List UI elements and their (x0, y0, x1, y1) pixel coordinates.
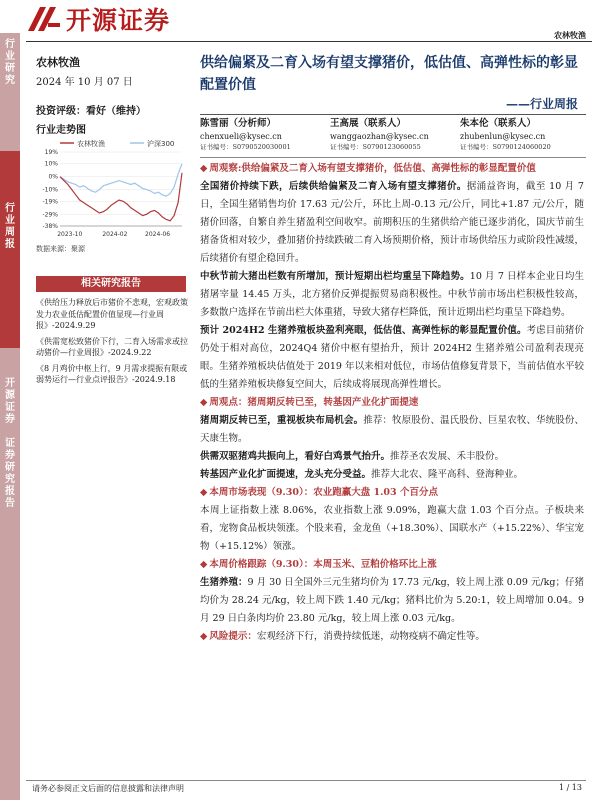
report-body (200, 160, 584, 646)
analyst-cert: 证书编号：S0790520030001 (200, 143, 291, 151)
logo-mark-icon (26, 5, 62, 33)
section-heading (200, 556, 584, 574)
x-tick-label: 2024-06 (145, 231, 171, 238)
analyst-email[interactable]: wanggaozhan@kysec.cn (330, 132, 429, 141)
diamond-bullet-icon: ◆ (200, 631, 208, 642)
paragraph (200, 574, 584, 628)
y-tick-label: -38% (42, 223, 58, 230)
strip-char: 开 (5, 378, 15, 389)
strip-char: 研 (5, 462, 15, 473)
paragraph-lead: 中秋节前大猪出栏数有所增加，预计短期出栏均重呈下降趋势。 (200, 271, 470, 282)
paragraph-lead: 全国猪价持续下跌，后续供给偏紧及二育入场有望支撑猪价。 (200, 181, 467, 192)
paragraph-lead: 生猪养殖： (200, 577, 248, 588)
report-date: 2024 年 10 月 07 日 (36, 77, 133, 88)
paragraph (200, 466, 584, 484)
section-heading (200, 160, 584, 178)
section-heading (200, 484, 584, 502)
strip-char: 行 (5, 203, 15, 214)
diamond-bullet-icon: ◆ (200, 163, 208, 174)
strip-char: 业 (5, 51, 15, 62)
risk-text: 宏观经济下行，消费持续低迷，动物疫病不确定性等。 (256, 631, 485, 642)
section-heading-text: 周观察:供给偏紧及二育入场有望支撑猪价，低估值、高弹性标的彰显配置价值 (209, 163, 536, 174)
strip-char: 证 (5, 438, 15, 449)
trend-chart-svg (36, 138, 186, 242)
analyst-card (330, 118, 460, 153)
analyst-cert: 证书编号：S0790123060055 (330, 143, 421, 151)
y-tick-label: -10% (42, 186, 58, 194)
trend-chart-title: 行业走势图 (36, 125, 86, 136)
analyst-name: 朱本伦（联系人） (460, 118, 537, 129)
logo-text: 开源证券 (66, 6, 171, 35)
paragraph (200, 412, 584, 448)
related-reports-list (36, 297, 188, 390)
strip-char: 究 (5, 474, 15, 485)
paragraph-lead: 转基因产业化扩面提速，龙头充分受益。 (200, 469, 372, 480)
analyst-list (200, 118, 590, 153)
paragraph-text: 推荐圣农发展、禾丰股份。 (390, 451, 505, 462)
analyst-email[interactable]: chenxueli@kysec.cn (200, 132, 282, 141)
strip-char: 券 (5, 414, 15, 425)
diamond-bullet-icon: ◆ (200, 559, 208, 570)
paragraph-lead: 预计 2024H2 生猪养殖板块盈利亮眼，低估值、高弹性标的彰显配置价值。 (200, 325, 527, 336)
strip-char: 报 (5, 486, 15, 497)
section-heading (200, 394, 584, 412)
analyst-card (460, 118, 590, 153)
strip-char: 业 (5, 215, 15, 226)
related-report-item[interactable]: 《8 月鸡价中枢上行，9 月需求提振有限或弱势运行—行业点评报告》-2024.9.18 (36, 363, 188, 384)
paragraph-text: 据涌益咨询，截至 10 月 7 日，全国生猪销售均价 17.63 元/公斤，环比上周-0.13 元/公斤，同比+1.87 元/公斤，随猪价回落，自繁自养生猪盈利空间收窄。前期积压的生猪供给产能已逐步消化，国庆节前生猪备货相对较少，叠加猪价持续跌破二育入场预期价格，预计市场供给压力或阶段性减缓，后续猪价有望企稳回升。 (200, 181, 584, 264)
y-tick-label: -19% (42, 198, 58, 206)
investment-rating: 投资评级：看好（维持） (36, 106, 146, 117)
strip-char: 告 (5, 498, 15, 509)
analyst-divider (200, 157, 586, 158)
title-divider (200, 114, 586, 115)
footer-disclaimer[interactable]: 请务必参阅正文后面的信息披露和法律声明 (32, 784, 184, 793)
strip-char (0, 426, 20, 438)
paragraph-text: 10 月 7 日样本企业日均生猪屠宰量 14.45 万头，北方猪价反弹提振贸易商积极性。中秋节前市场出栏积极性较高，多数散户选择在节前出栏大体重猪，导致大猪存栏降低，预计近期出栏均重呈下降趋势。 (200, 271, 584, 318)
section-heading-text: 周观点：猪周期反转已至，转基因产业化扩面提速 (209, 397, 419, 408)
y-tick-label: 10% (44, 160, 58, 168)
industry-trend-chart (36, 138, 186, 242)
strip-char: 源 (5, 390, 15, 401)
related-report-item[interactable]: 《供给压力释放后市猪价不悲观，宏观政策发力农业低估配置价值显现—行业周报》-2024.9.29 (36, 298, 188, 330)
section-heading-text: 本周市场表现（9.30）：农业跑赢大盘 1.03 个百分点 (209, 487, 438, 498)
paragraph-text: 推荐：牧原股份、温氏股份、巨星农牧、华统股份、天康生物。 (200, 415, 584, 444)
strip-char: 研 (5, 63, 15, 74)
analyst-card (200, 118, 330, 153)
risk-heading: 风险提示： (209, 631, 257, 642)
y-tick-label: 19% (44, 149, 58, 156)
related-reports-header: 相关研究报告 (36, 276, 186, 292)
page-number: 1 / 13 (558, 783, 582, 792)
related-report-item[interactable]: 《供需宽松致猪价下行，二育入场需求或拉动猪价—行业周报》-2024.9.22 (36, 336, 188, 357)
legend-label: 农林牧渔 (77, 140, 105, 148)
diamond-bullet-icon: ◆ (200, 487, 208, 498)
report-subtitle: ——行业周报 (505, 97, 578, 111)
left-info-column (36, 54, 186, 136)
paragraph (200, 268, 584, 322)
strip-char: 行 (5, 39, 15, 50)
data-source: 数据来源：聚源 (36, 245, 85, 253)
strip-char: 究 (5, 75, 15, 86)
x-tick-label: 2024-02 (102, 231, 128, 238)
side-strip-weekly (0, 151, 20, 348)
industry-name: 农林牧渔 (36, 56, 80, 69)
y-tick-label: 0% (48, 173, 58, 181)
side-strip-research (0, 33, 20, 151)
analyst-email[interactable]: zhubenlun@kysec.cn (460, 132, 546, 141)
strip-char: 报 (5, 239, 15, 250)
paragraph-lead: 猪周期反转已至，重视板块布局机会。 (200, 415, 364, 426)
strip-char: 券 (5, 450, 15, 461)
paragraph (200, 448, 584, 466)
paragraph-text: 考虑目前猪价仍处于相对高位，2024Q4 猪价中枢有望抬升，预计 2024H2 生猪养殖公司盈利表现亮眼。生猪养殖板块估值处于 2019 年以来相对低位，市场估值修复背景下，当前估值水平较低的生猪养殖板块修复空间大，后续成将展现高弹性增长。 (200, 325, 584, 390)
paragraph-lead: 供需双驱猪鸡共振向上，看好白鸡景气抬升。 (200, 451, 391, 462)
analyst-name: 王高展（联系人） (330, 118, 407, 129)
report-title: 供给偏紧及二育入场有望支撑猪价，低估值、高弹性标的彰显配置价值 (200, 55, 578, 93)
diamond-bullet-icon: ◆ (200, 397, 208, 408)
x-tick-label: 2023-10 (57, 231, 83, 238)
y-tick-label: -29% (42, 211, 58, 219)
series-line (60, 173, 182, 221)
analyst-cert: 证书编号：S0790124060020 (460, 143, 551, 151)
legend-label: 沪深300 (147, 140, 175, 148)
series-line (60, 164, 182, 196)
footer-divider (26, 780, 586, 781)
company-logo (26, 4, 170, 34)
risk-warning (200, 628, 584, 646)
header-industry-tag: 农林牧渔 (554, 30, 586, 40)
side-strip-company (0, 348, 20, 800)
paragraph-text: 推荐大北农、隆平高科、登海种业。 (371, 469, 524, 480)
analyst-name: 陈雪丽（分析师） (200, 118, 277, 129)
section-heading-text: 本周价格跟踪（9.30）：本周玉米、豆粕价格环比上涨 (209, 559, 437, 570)
strip-char: 周 (5, 227, 15, 238)
paragraph: 本周上证指数上涨 8.06%，农业指数上涨 9.09%，跑赢大盘 1.03 个百分点。子板块来看，宠物食品板块领涨。个股来看，金龙鱼（+18.30%）、国联水产（+15.22%）、华宝宠物（+15.12%）领涨。 (200, 505, 584, 552)
paragraph-text: 9 月 30 日全国外三元生猪均价为 17.73 元/kg，较上周上涨 0.09 元/kg；仔猪均价为 28.24 元/kg，较上周下跌 1.40 元/kg；猪料比价为 5.20:1，较上周增加 0.04。9 月 29 日白条肉均价 23.80 元/kg，较上周上涨 0.03 元/kg。 (200, 577, 584, 624)
paragraph (200, 178, 584, 268)
header-divider (26, 41, 592, 42)
paragraph (200, 322, 584, 394)
strip-char: 证 (5, 402, 15, 413)
